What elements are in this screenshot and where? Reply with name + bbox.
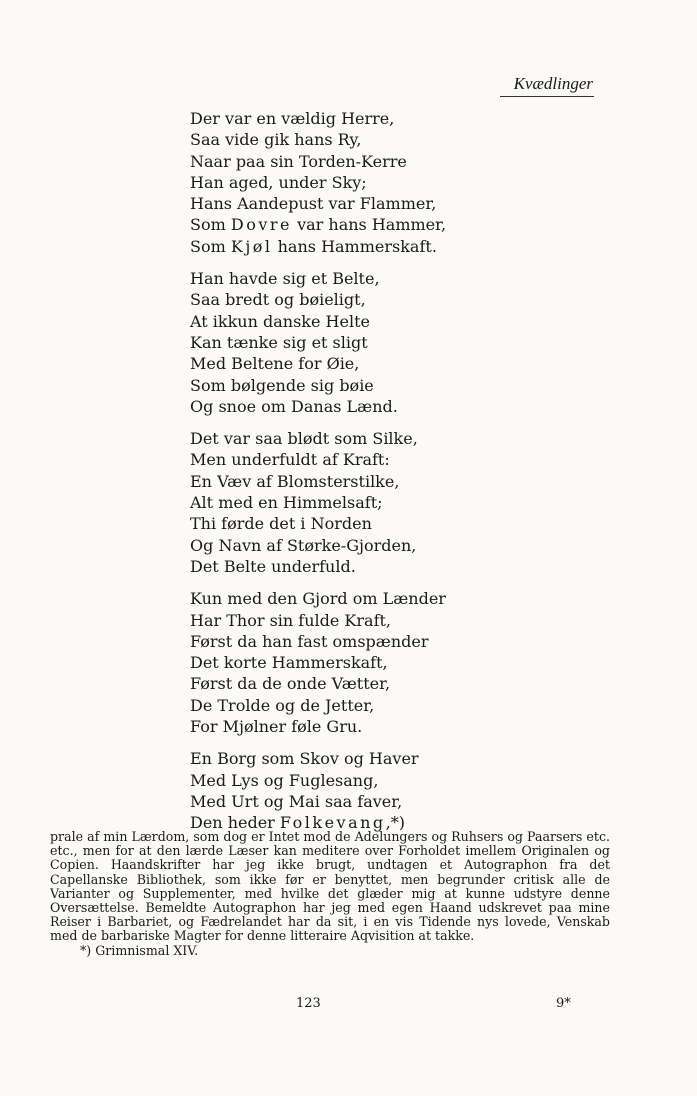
notes xyxy=(50,830,610,958)
line-text: Saa bredt og bøieligt, xyxy=(190,290,366,310)
line-text: Først da de onde Vætter, xyxy=(190,674,391,694)
spaced-word: Dovre xyxy=(230,215,292,235)
poem-line xyxy=(190,311,446,332)
line-text: Har Thor sin fulde Kraft, xyxy=(190,610,392,630)
line-text: hans Hammerskaft. xyxy=(272,236,437,256)
header-rule xyxy=(500,96,594,97)
line-text: En Borg som Skov og Haver xyxy=(190,749,419,769)
stanza xyxy=(190,428,446,577)
line-text: Det korte Hammerskaft, xyxy=(190,653,388,673)
footnote: *) Grimnismal XIV. xyxy=(80,942,199,958)
poem-line xyxy=(190,471,446,492)
line-text: Alt med en Himmelsaft; xyxy=(190,493,383,513)
poem-line xyxy=(190,610,446,631)
line-text: Som xyxy=(190,215,231,235)
line-text: ,*) xyxy=(385,813,405,833)
poem-line xyxy=(190,513,446,534)
line-text: Først da han fast omspænder xyxy=(190,631,429,651)
line-text: En Væv af Blomsterstilke, xyxy=(190,471,400,491)
poem-line xyxy=(190,289,446,310)
line-text: Han aged, under Sky; xyxy=(190,172,367,192)
poem-line xyxy=(190,449,446,470)
poem-line xyxy=(190,492,446,513)
poem-line xyxy=(190,748,446,769)
line-text: Det var saa blødt som Silke, xyxy=(190,429,418,449)
poem-line xyxy=(190,673,446,694)
line-text: Saa vide gik hans Ry, xyxy=(190,130,362,150)
poem-line xyxy=(190,332,446,353)
poem-line xyxy=(190,556,446,577)
poem-line xyxy=(190,428,446,449)
page-number: 123 xyxy=(296,996,321,1011)
line-text: Men underfuldt af Kraft: xyxy=(190,450,390,470)
line-text: Det Belte underfuld. xyxy=(190,556,356,576)
poem-line xyxy=(190,268,446,289)
line-text: Med Beltene for Øie, xyxy=(190,354,360,374)
line-text: Med Urt og Mai saa faver, xyxy=(190,791,403,811)
line-text: De Trolde og de Jetter, xyxy=(190,695,375,715)
line-text: Som xyxy=(190,236,231,256)
poem-line xyxy=(190,716,446,737)
line-text: Han havde sig et Belte, xyxy=(190,269,380,289)
poem-line xyxy=(190,791,446,812)
poem-line xyxy=(190,151,446,172)
line-text: Som bølgende sig bøie xyxy=(190,375,374,395)
poem-line xyxy=(190,375,446,396)
poem-line xyxy=(190,631,446,652)
line-text: var hans Hammer, xyxy=(291,215,447,235)
stanza xyxy=(190,588,446,737)
line-text: Naar paa sin Torden-Kerre xyxy=(190,151,407,171)
poem xyxy=(190,108,446,845)
line-text: Med Lys og Fuglesang, xyxy=(190,770,379,790)
line-text: Thi førde det i Norden xyxy=(190,514,372,534)
poem-line xyxy=(190,214,446,235)
running-title: Kvædlinger xyxy=(513,74,593,93)
line-text: At ikkun danske Helte xyxy=(190,311,370,331)
stanza xyxy=(190,108,446,257)
poem-line xyxy=(190,770,446,791)
spaced-word: Kjøl xyxy=(230,236,273,256)
poem-line xyxy=(190,588,446,609)
poem-line xyxy=(190,172,446,193)
line-text: Kun med den Gjord om Lænder xyxy=(190,589,446,609)
line-text: Og snoe om Danas Lænd. xyxy=(190,396,398,416)
line-text: Hans Aandepust var Flammer, xyxy=(190,194,437,214)
poem-line xyxy=(190,396,446,417)
poem-line xyxy=(190,695,446,716)
line-text: Og Navn af Størke-Gjorden, xyxy=(190,535,417,555)
poem-line xyxy=(190,535,446,556)
poem-line xyxy=(190,108,446,129)
poem-line xyxy=(190,193,446,214)
line-text: Der var en vældig Herre, xyxy=(190,109,395,128)
line-text: For Mjølner føle Gru. xyxy=(190,717,363,737)
poem-line xyxy=(190,129,446,150)
stanza xyxy=(190,748,446,833)
spaced-word: Folkevang xyxy=(279,813,386,833)
line-text: Kan tænke sig et sligt xyxy=(190,332,368,352)
stanza xyxy=(190,268,446,417)
poem-line xyxy=(190,236,446,257)
poem-line xyxy=(190,353,446,374)
poem-line xyxy=(190,652,446,673)
note-continuation: prale af min Lærdom, som dog er Intet mod de Adelungers og Ruhsers og Paarsers etc. etc., men for at den lærde Læser kan meditere over Forholdet imellem Originalen og Copien. Haandskrifter har jeg ikke brugt, undtagen et Autographon fra det Capellanske Bibliothek, som ikke før er benyttet, men begrunder critisk alle de Varianter og Supplementer, med hvilke det glæder mig at kunne udstyre denne Oversættelse. Bemeldte Autographon har jeg med egen Haand udskrevet paa mine Reiser i Barbariet, og Fædrelandet har da sit, i en vis Tidende nys lovede, Venskab med de barbariske Magter for denne litteraire Aqvisition at takke. xyxy=(50,829,610,944)
signature-mark: 9* xyxy=(556,996,571,1011)
line-text: Den heder xyxy=(190,813,280,833)
